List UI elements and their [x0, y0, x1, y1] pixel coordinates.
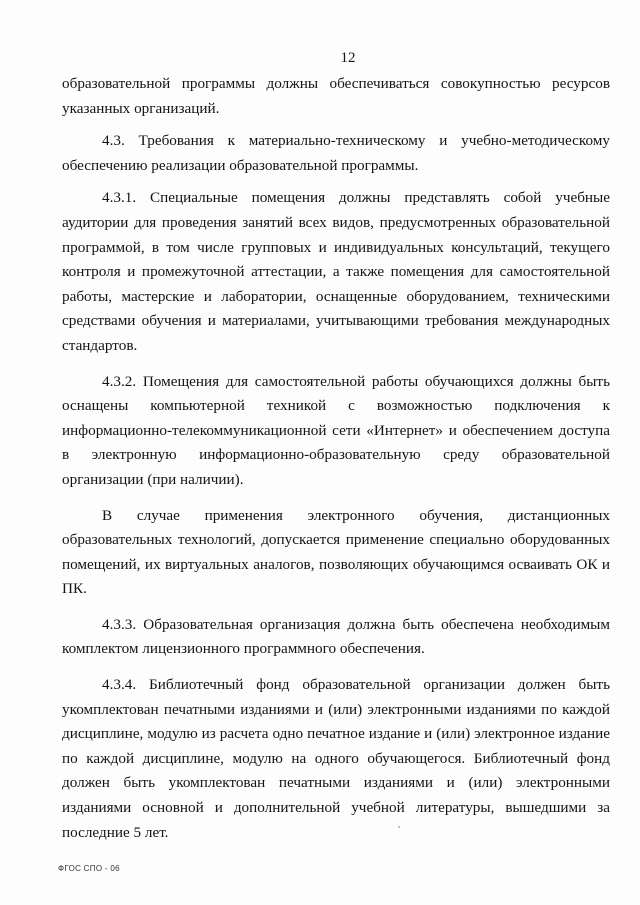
paragraph-continuation: образовательной программы должны обеспечиваться совокупностью ресурсов указанных организаций. — [62, 75, 610, 117]
page-number: 12 — [340, 50, 356, 66]
paragraph-e-learning: В случае применения электронного обучения, дистанционных образовательных технологий, допускается применение специально оборудованных помещений, их виртуальных аналогов, позволяющих обучающимся осваивать ОК и ПК. — [62, 506, 610, 598]
scan-speck — [398, 826, 400, 828]
paragraph-4-3-3: 4.3.3. Образовательная организация должна быть обеспечена необходимым комплектом лицензионного программного обеспечения. — [62, 615, 610, 658]
paragraph-4-3-4: 4.3.4. Библиотечный фонд образовательной организации должен быть укомплектован печатными изданиями и (или) электронными изданиями по каждой дисциплине, модулю из расчета одно печатное издание и (или) электронное издание по каждой дисциплине, модулю на одного обучающегося. Библиотечный фонд должен быть укомплектован печатными изданиями и (или) электронными изданиями основной и дополнительной учебной литературы, вышедшими за последние 5 лет. — [62, 676, 610, 841]
document-body — [62, 72, 610, 845]
paragraph-4-3: 4.3. Требования к материально-техническому и учебно-методическому обеспечению реализации образовательной программы. — [62, 132, 610, 174]
paragraph-4-3-2: 4.3.2. Помещения для самостоятельной работы обучающихся должны быть оснащены компьютерной техникой с возможностью подключения к информационно-телекоммуникационной сети «Интернет» и обеспечением доступа в электронную информационно-образовательную среду образовательной организации (при наличии). — [62, 372, 610, 488]
footer-document-code: ФГОС СПО - 06 — [58, 864, 120, 873]
paragraph-4-3-1: 4.3.1. Специальные помещения должны представлять собой учебные аудитории для проведения занятий всех видов, предусмотренных образовательной программой, в том числе групповых и индивидуальных консультаций, текущего контроля и промежуточной аттестации, а также помещения для самостоятельной работы, мастерские и лаборатории, оснащенные оборудованием, техническими средствами обучения и материалами, учитывающими требования международных стандартов. — [62, 189, 610, 354]
